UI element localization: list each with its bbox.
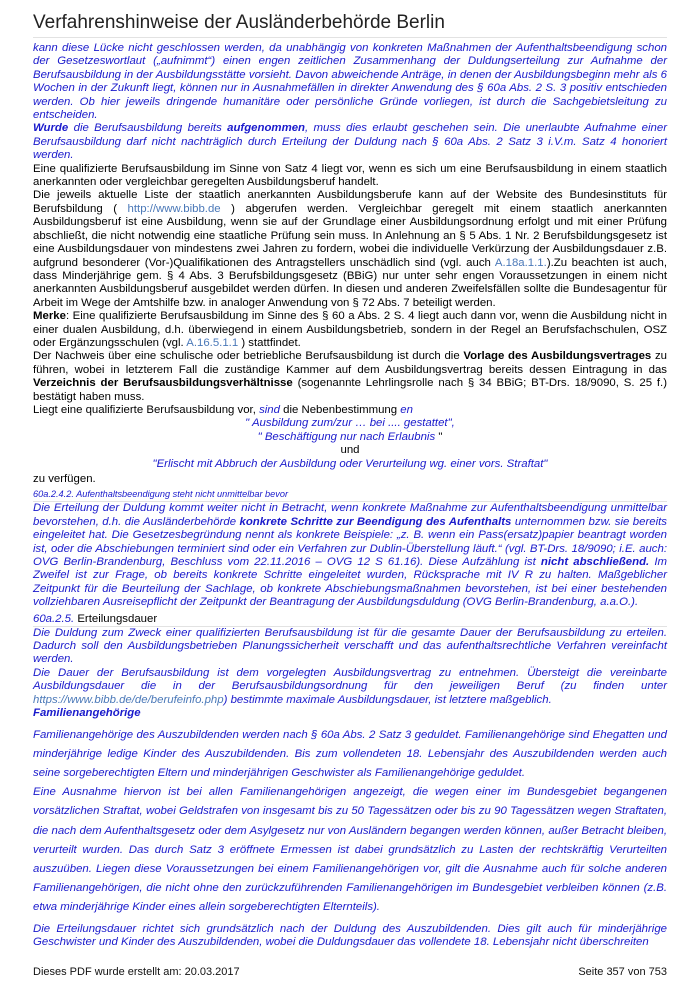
condition-line: " Ausbildung zum/zur … bei .... gestattet", bbox=[245, 417, 455, 430]
page-number: Seite 357 von 753 bbox=[578, 966, 667, 978]
paragraph: Die Duldung zum Zweck einer qualifizierten Berufsausbildung ist für die gesamte Dauer der Berufsausbildung zu erteilen. Dadurch soll den Ausbildungsbetrieben Planungssicherheit verschafft und das aufenthaltsrechtliche Verfahren vereinfacht werden. bbox=[33, 626, 667, 666]
text: ) stattfindet. bbox=[238, 336, 301, 349]
bold-text: nicht abschließend. bbox=[540, 556, 650, 569]
paragraph bbox=[33, 122, 667, 162]
paragraph: Eine Ausnahme hiervon ist bei allen Familienangehörigen angezeigt, die wegen einer im Bundesgebiet begangenen vorsätzlichen Straftat, wobei Geldstrafen von insgesamt bis zu 50 Tagessätzen oder bis zu 90 Tagessätzen wegen Straftaten, die nach dem Aufenthaltsgesetz oder dem Asylgesetz nur von Ausländern begangen werden können, außer Betracht bleiben, verurteilt wurden. Das durch Satz 3 eröffnete Ermessen ist dabei grundsätzlich zu Lasten der rechtskräftig Verurteilten auszuüben. Liegen diese Voraussetzungen bei einem Familienangehörigen vor, gilt die Ausnahme auch für solche anderen Familienangehörigen, die nicht ohne den zurückzuführenden Familienangehörigen im Bundesgebiet verbleiben können (z.B. etwa minderjährige Kinder eines allein sorgeberechtigten Elternteils). bbox=[33, 786, 667, 914]
section-heading bbox=[33, 612, 667, 627]
condition-line bbox=[33, 431, 667, 444]
text: : Eine qualifizierte Berufsausbildung im Sinne des § 60 a Abs. 2 S. 4 liegt auch dann vor, wenn die Ausbildung nicht in einer dualen Ausbildung, d.h. überwiegend in einem Ausbildungsbetrieb, sondern in der Regel an Berufsfachschulen, OSZ oder Ergänzungsschulen (vgl. bbox=[33, 310, 667, 349]
document-body bbox=[33, 42, 667, 949]
text: Die jeweils aktuelle Liste der staatlich anerkannten Ausbildungsberufe kann auf der Website des Bundesinstituts für Berufsbildung ( bbox=[33, 189, 667, 215]
paragraph bbox=[33, 310, 667, 350]
paragraph bbox=[33, 404, 667, 417]
condition-line: "Erlischt mit Abbruch der Ausbildung oder Verurteilung wg. einer vors. Straftat" bbox=[152, 457, 548, 470]
text: ) abgerufen werden. Vergleichbar geregelt mit einem staatlich anerkannten Ausbildungsberuf ist eine Ausbildung, wenn sie auf der Grundlage einer Ausbildungsordnung erfolgt und mit einer Prüfung abschließt, die nicht notwendig eine staatliche Prüfung sein muss. In Anlehnung an § 5 Abs. 1 Nr. 2 Berufsbildungsgesetz ist eine Ausbildungsdauer von mindestens zwei Jahren zu fordern, wobei die individuelle Verkürzung der Ausbildungsdauer z.B. aufgrund besonderer (Vor-)Qualifikationen des Antragstellers unschädlich sind (vgl. auch bbox=[33, 202, 667, 269]
paragraph: Die Erteilungsdauer richtet sich grundsätzlich nach der Duldung des Auszubildenden. Dies gilt auch für minderjährige Geschwister und Kinder des Auszubildenden, wobei die Duldungsdauer das vollendete 18. Lebensjahr nicht überschreiten bbox=[33, 922, 667, 948]
text: ) bestimmte maximale Ausbildungsdauer, ist letztere maßgeblich. bbox=[223, 693, 552, 706]
paragraph: Eine qualifizierte Berufsausbildung im Sinne von Satz 4 liegt vor, wenn es sich um eine Berufsausbildung in einem staatlich anerkannten oder vergleichbar geregelten Ausbildungsberuf handelt. bbox=[33, 162, 667, 189]
text: en bbox=[400, 403, 413, 416]
paragraph bbox=[33, 667, 667, 707]
text: die Nebenbestimmung bbox=[279, 403, 401, 416]
text: zu führen, wobei in letzterem Fall die zuständige Kammer auf dem Ausbildungsvertrag bereits dessen Eintragung in das bbox=[33, 350, 668, 376]
bold-text: konkrete Schritte zur Beendigung des Aufenthalts bbox=[239, 515, 512, 528]
page-header bbox=[33, 12, 667, 38]
section-heading: 60a.2.4.2. Aufenthaltsbeendigung steht nicht unmittelbar bevor bbox=[33, 488, 667, 502]
text: Der Nachweis über eine schulische oder betriebliche Berufsausbildung ist durch die bbox=[33, 350, 464, 363]
section-title: Erteilungsdauer bbox=[74, 612, 158, 625]
link-bibb[interactable]: http://www.bibb.de bbox=[127, 202, 221, 215]
bold-text: Verzeichnis der Berufsausbildungsverhältnisse bbox=[33, 377, 293, 390]
page-title: Verfahrenshinweise der Ausländerbehörde Berlin bbox=[33, 12, 445, 33]
section-number: 60a.2.5. bbox=[33, 612, 75, 625]
bold-text: Merke bbox=[33, 310, 66, 323]
text: , muss dies erlaubt geschehen sein. Die unerlaubte Aufnahme einer Berufsausbildung darf nicht nachträglich durch Erteilung der Duldung nach § 60a Abs. 2 Satz 3 i.V.m. Satz 4 honoriert werden. bbox=[33, 122, 667, 162]
text: " Beschäftigung nur nach Erlaubnis bbox=[257, 430, 439, 443]
text: (sogenannte Lehrlingsrolle nach § 34 BBiG; BT-Drs. 18/9090, S. 25 f.) bestätigt haben muss. bbox=[33, 377, 667, 403]
paragraph bbox=[33, 502, 667, 609]
link-a18a[interactable]: A.18a.1.1. bbox=[494, 256, 547, 269]
bold-text: Wurde bbox=[33, 122, 69, 135]
text: Liegt eine qualifizierte Berufsausbildung vor, bbox=[33, 403, 260, 416]
text: " bbox=[438, 430, 443, 443]
text: unternommen bzw. sie bereits eingeleitet hat. Die Gesetzesbegründung nennt als konkrete Beispiele: „z. B. wenn ein Pass(ersatz)papier beantragt worden ist, oder die Abschiebungen terminiert sind oder ein Verfahren zur Dublin-Überstellung läuft.“ (vgl. BT-Drs. 18/9090; i.E. auch: OVG Berlin-Brandenburg, Beschluss vom 22.11.2016 – OVG 12 S 61.16). Diese Aufzählung ist bbox=[33, 515, 667, 569]
text: die Berufsausbildung bereits bbox=[68, 122, 228, 135]
paragraph: kann diese Lücke nicht geschlossen werden, da unabhängig von konkreten Maßnahmen der Aufenthaltsbeendigung schon der Gesetzeswortlaut („aufnimmt“) einen engen zeitlichen Zusammenhang der Duldungserteilung zur Aufnahme der Berufsausbildung in der Ausbildungsstätte vorsieht. Davon abweichende Anträge, in denen der Ausbildungsbeginn mehr als 6 Wochen in der Zukunft liegt, können nur in Ausnahmefällen in direkter Anwendung des § 60a Abs. 2 S. 3 positiv entschieden werden. Ob hier jeweils dringende humanitäre oder persönliche Gründe vorliegen, ist durch die Sachgebietsleitung zu entscheiden. bbox=[33, 42, 667, 122]
text: Die Dauer der Berufsausbildung ist dem vorgelegten Ausbildungsvertrag zu entnehmen. Übersteigt die vereinbarte Ausbildungsdauer die in der Berufsausbildungsordnung für den jeweiligen Beruf (zu finden unter bbox=[33, 666, 667, 693]
text: sind bbox=[259, 403, 280, 416]
bold-text: Vorlage des Ausbildungsvertrages bbox=[463, 350, 652, 363]
text: Im Zweifel ist zur Frage, ob bereits konkrete Schritte eingeleitet wurden, Rücksprache mit IV R zu halten. Maßgeblicher Zeitpunkt für die Beurteilung der Sachlage, ob konkrete Abschiebungsmaßnahmen bevorstehen, ist bei einer bestehenden vollziehbaren Ausreisepflicht der Zeitpunkt der Beantragung der Ausbildungsduldung (OVG Berlin-Brandenburg, a.a.O.). bbox=[33, 556, 667, 609]
link-a16[interactable]: A.16.5.1.1 bbox=[186, 336, 239, 349]
condition-line: und bbox=[340, 444, 360, 457]
paragraph: zu verfügen. bbox=[33, 473, 96, 485]
paragraph: Familienangehörige des Auszubildenden werden nach § 60a Abs. 2 Satz 3 geduldet. Familienangehörige sind Ehegatten und minderjährige ledige Kinder des Auszubildenden. Bis zum vollendeten 18. Lebensjahr des Auszubildenden werden auch seine sorgeberechtigten Eltern und minderjährigen Geschwister als Familienangehörige geduldet. bbox=[33, 728, 667, 779]
paragraph bbox=[33, 189, 667, 310]
bold-text: aufgenommen bbox=[227, 122, 305, 135]
paragraph bbox=[33, 350, 667, 404]
text: ).Zu beachten ist auch, dass Minderjährige gem. § 4 Abs. 3 Berufsbildungsgesetz (BBiG) nur unter sehr engen Voraussetzungen in einem nicht anerkannten Ausbildungsberuf ausgebildet werden dürfen. In diesen und anderen Zweifelsfällen sollte die Bundesagentur für Arbeit im Wege der Amtshilfe bzw. in analoger Anwendung von § 72 Abs. 7 beteiligt werden. bbox=[33, 256, 667, 309]
text: Die Erteilung der Duldung kommt weiter nicht in Betracht, wenn konkrete Maßnahme zur Aufenthaltsbeendigung unmittelbar bevorstehen, d.h. die Ausländerbehörde bbox=[33, 502, 667, 528]
created-date: Dieses PDF wurde erstellt am: 20.03.2017 bbox=[33, 966, 240, 978]
subheading: Familienangehörige bbox=[33, 707, 141, 720]
link-berufeinfo[interactable]: https://www.bibb.de/de/berufeinfo.php bbox=[33, 693, 224, 706]
